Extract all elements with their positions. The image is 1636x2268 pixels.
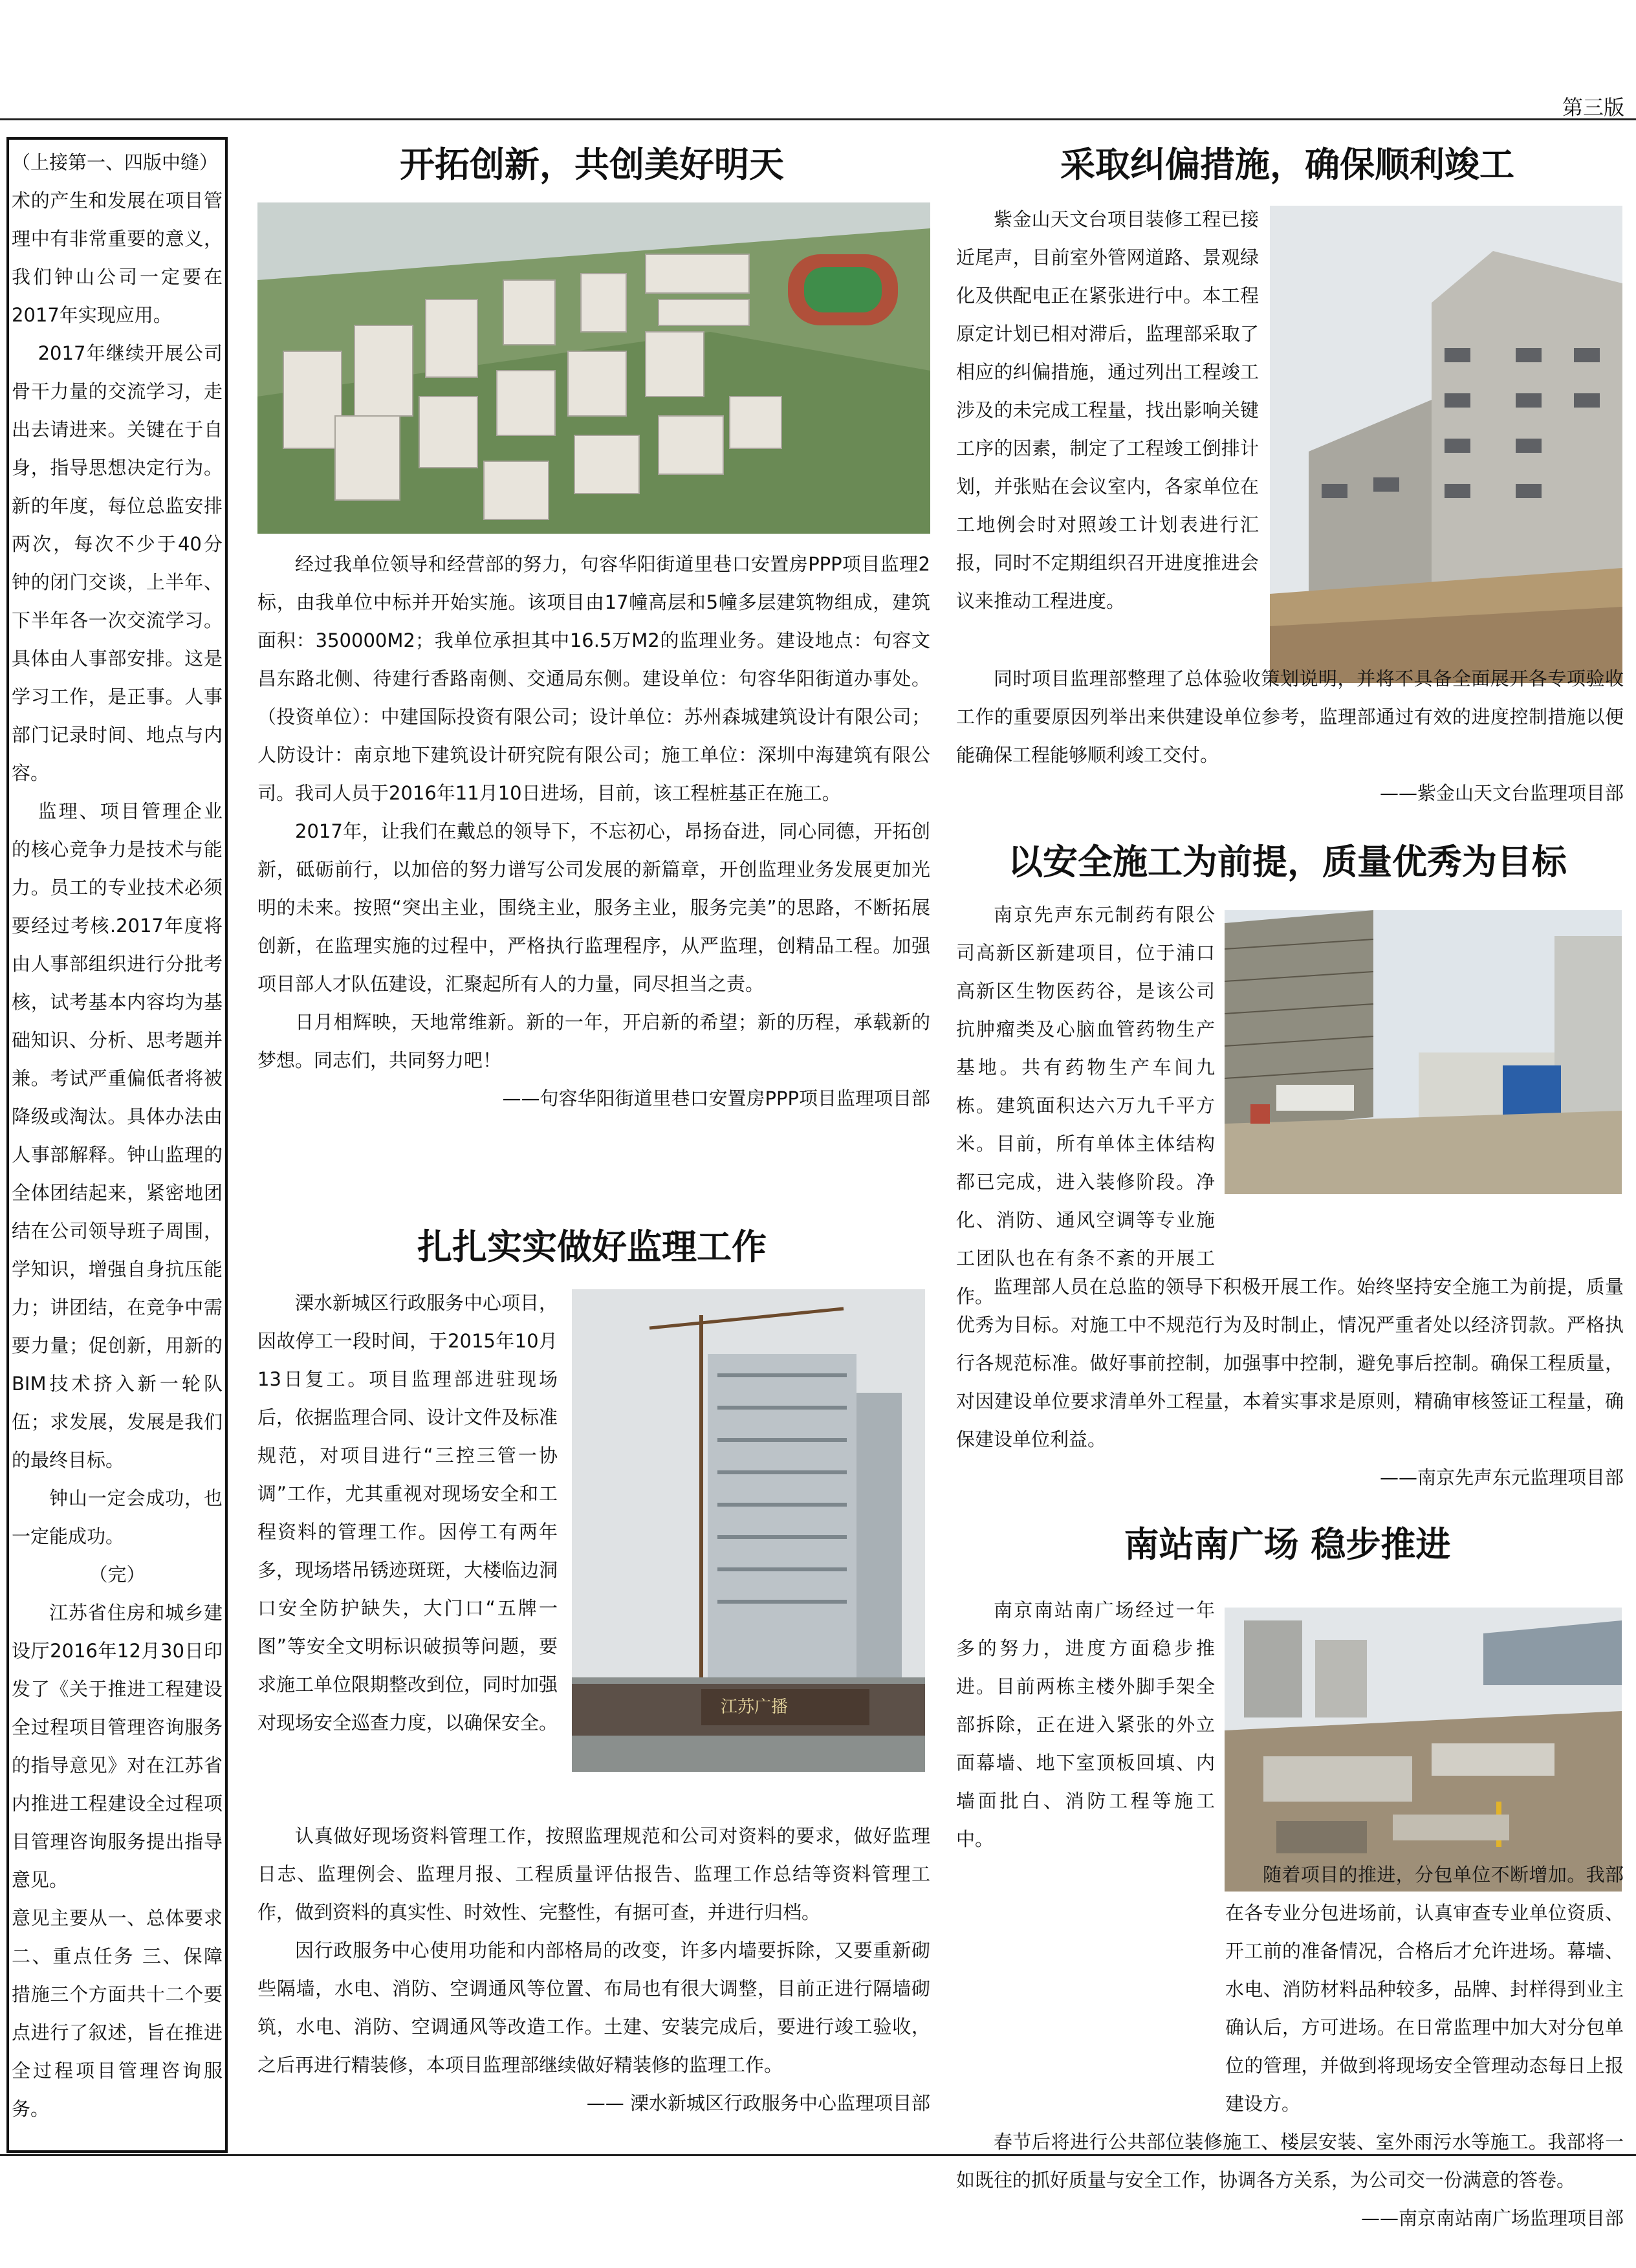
article5-body-wrap bbox=[956, 1591, 1215, 1859]
article3-signature: ——紫金山天文台监理项目部 bbox=[1379, 782, 1624, 804]
article4-signature: ——南京先声东元监理项目部 bbox=[1379, 1467, 1624, 1488]
gate-sign-text: 江苏广播 bbox=[721, 1697, 789, 1717]
article4-photo bbox=[1225, 910, 1622, 1194]
article4-paragraph: 监理部人员在总监的领导下积极开展工作。始终坚持安全施工为前提，质量优秀为目标。对施工中不规范行为及时制止，情况严重者处以经济罚款。严格执行各规范标准。做好事前控制，加强事中控制，避免事后控制。确保工程质量，对因建设单位要求清单外工程量，本着实事求是原则，精确审核签证工程量，确保建设单位利益。 bbox=[956, 1276, 1624, 1450]
pharma-factory-site-image bbox=[1225, 910, 1622, 1194]
article4-title: 以安全施工为前提，质量优秀为目标 bbox=[1008, 841, 1567, 882]
top-rule bbox=[0, 118, 1636, 120]
article2-photo bbox=[572, 1289, 925, 1772]
article5-body bbox=[956, 1856, 1624, 2238]
article1-body bbox=[257, 545, 930, 1118]
south-station-square-image bbox=[1225, 1608, 1622, 1892]
sidebar-text bbox=[12, 144, 223, 2128]
sidebar-box bbox=[6, 137, 228, 2153]
article2-paragraph: 因行政服务中心使用功能和内部格局的改变，许多内墙要拆除，又要重新砌些隔墙，水电、消防、空调通风等位置、布局也有很大调整，目前正进行隔墙砌筑，水电、消防、空调通风等改造工作。土建、安装完成后，要进行竣工验收，之后再进行精装修，本项目监理部继续做好精装修的监理工作。 bbox=[257, 1939, 930, 2076]
article3-paragraph: 同时项目监理部整理了总体验收策划说明，并将不具备全面展开各专项验收工作的重要原因列举出来供建设单位参考，监理部通过有效的进度控制措施以便能确保工程能够顺利竣工交付。 bbox=[956, 668, 1624, 766]
article2-paragraph: 认真做好现场资料管理工作，按照监理规范和公司对资料的要求，做好监理日志、监理例会、监理月报、工程质量评估报告、监理工作总结等资料管理工作，做到资料的真实性、时效性、完整性，有据可查，并进行归档。 bbox=[257, 1825, 930, 1923]
article4-body bbox=[956, 1241, 1624, 1497]
article5-paragraph: 南京南站南广场经过一年多的努力，进度方面稳步推进。目前两栋主楼外脚手架全部拆除，正在进入紧张的外立面幕墙、地下室顶板回填、内墙面批白、消防工程等施工中。 bbox=[956, 1599, 1215, 1850]
sidebar-paragraph: 术的产生和发展在项目管理中有非常重要的意义，我们钟山公司一定要在2017年实现应用。 bbox=[12, 190, 223, 326]
article1-photo bbox=[257, 202, 930, 534]
article3-body-wrap bbox=[956, 201, 1259, 620]
article5-photo bbox=[1225, 1608, 1622, 1892]
sidebar-continuation: （上接第一、四版中缝） bbox=[12, 151, 219, 173]
article5-paragraph: 春节后将进行公共部位装修施工、楼层安装、室外雨污水等施工。我部将一如既往的抓好质量与安全工作，协调各方关系，为公司交一份满意的答卷。 bbox=[956, 2131, 1624, 2191]
sidebar-paragraph: 监理、项目管理企业的核心竞争力是技术与能力。员工的专业技术必须要经过考核.2017年度将由人事部组织进行分批考核，试考基本内容均为基础知识、分析、思考题并兼。考试严重偏低者将被降级或淘汰。具体办法由人事部解释。钟山监理的全体团结起来，紧密地团结在公司领导班子周围，学知识，增强自身抗压能力；讲团结，在竞争中需要力量；促创新，用新的BIM技术挤入新一轮队伍；求发展，发展是我们的最终目标。 bbox=[12, 800, 223, 1471]
article1-paragraph: 日月相辉映，天地常维新。新的一年，开启新的希望；新的历程，承载新的梦想。同志们，共同努力吧！ bbox=[257, 1011, 930, 1071]
article1-paragraph: 经过我单位领导和经营部的努力，句容华阳街道里巷口安置房PPP项目监理2标，由我单位中标并开始实施。该项目由17幢高层和5幢多层建筑物组成，建筑面积：350000M2；我单位承担其中16.5万M2的监理业务。建设地点：句容文昌东路北侧、待建行香路南侧、交通局东侧。建设单位：句容华阳街道办事处。（投资单位）：中建国际投资有限公司；设计单位：苏州森城建筑设计有限公司；人防设计：南京地下建筑设计研究院有限公司；施工单位：深圳中海建筑有限公司。我司人员于2016年11月10日进场，目前，该工程桩基正在施工。 bbox=[257, 553, 930, 804]
article3-body bbox=[956, 659, 1624, 812]
aerial-rendering-image bbox=[257, 202, 930, 534]
article3-photo bbox=[1270, 206, 1622, 683]
article2-signature: —— 溧水新城区行政服务中心监理项目部 bbox=[586, 2092, 930, 2114]
article2-body-wrap bbox=[257, 1284, 558, 1742]
article1-paragraph: 2017年，让我们在戴总的领导下，不忘初心，昂扬奋进，同心同德，开拓创新，砥砺前行，以加倍的努力谱写公司发展的新篇章，开创监理业务发展更加光明的未来。按照“突出主业，围绕主业，服务主业，服务完美”的思路，不断拓展创新，在监理实施的过程中，严格执行监理程序，从严监理，创精品工程。加强项目部人才队伍建设，汇聚起所有人的力量，同尽担当之责。 bbox=[257, 820, 930, 995]
article3-paragraph: 紫金山天文台项目装修工程已接近尾声，目前室外管网道路、景观绿化及供配电正在紧张进行中。本工程原定计划已相对滞后，监理部采取了相应的纠偏措施，通过列出工程竣工涉及的未完成工程量，找出影响关键工序的因素，制定了工程竣工倒排计划，并张贴在会议室内，各家单位在工地例会时对照竣工计划表进行汇报，同时不定期组织召开进度推进会议来推动工程进度。 bbox=[956, 208, 1259, 612]
sidebar-paragraph: 意见主要从一、总体要求 二、重点任务 三、保障措施三个方面共十二个要点进行了叙述，旨在推进全过程项目管理咨询服务。 bbox=[12, 1907, 223, 2120]
sidebar-paragraph: 江苏省住房和城乡建设厅2016年12月30日印发了《关于推进工程建设全过程项目管理咨询服务的指导意见》对在江苏省内推进工程建设全过程项目管理咨询服务提出指导意见。 bbox=[12, 1602, 223, 1891]
article5-title: 南站南广场 稳步推进 bbox=[1124, 1523, 1451, 1565]
article2-body bbox=[257, 1817, 930, 2122]
sidebar-paragraph: 2017年继续开展公司骨干力量的交流学习，走出去请进来。关键在于自身，指导思想决定行为。新的年度，每位总监安排两次，每次不少于40分钟的闭门交谈，上半年、下半年各一次交流学习。具体由人事部安排。这是学习工作，是正事。人事部门记录时间、地点与内容。 bbox=[12, 342, 223, 784]
observatory-building-image bbox=[1270, 206, 1622, 683]
article2-title: 扎扎实实做好监理工作 bbox=[417, 1226, 767, 1267]
article5-paragraph: 随着项目的推进，分包单位不断增加。我部在各专业分包进场前，认真审查专业单位资质、开工前的准备情况，合格后才允许进场。幕墙、水电、消防材料品种较多，品牌、封样得到业主确认后，方可进场。在日常监理中加大对分包单位的管理，并做到将现场安全管理动态每日上报建设方。 bbox=[1225, 1864, 1624, 2115]
article4-paragraph: 南京先声东元制药有限公司高新区新建项目，位于浦口高新区生物医药谷，是该公司抗肿瘤类及心脑血管药物生产基地。共有药物生产车间九栋。建筑面积达六万九千平方米。目前，所有单体主体结构都已完成，进入装修阶段。净化、消防、通风空调等专业施工团队也在有条不紊的开展工作。 bbox=[956, 904, 1215, 1307]
article3-title: 采取纠偏措施，确保顺利竣工 bbox=[1060, 144, 1514, 185]
sidebar-end-mark: （完） bbox=[89, 1564, 146, 1586]
article1-title: 开拓创新，共创美好明天 bbox=[400, 144, 784, 185]
page-number: 第三版 bbox=[1562, 95, 1624, 120]
sidebar-paragraph: 钟山一定会成功，也一定能成功。 bbox=[12, 1487, 223, 1547]
article2-paragraph: 溧水新城区行政服务中心项目，因故停工一段时间，于2015年10月13日复工。项目监理部进驻现场后，依据监理合同、设计文件及标准规范，对项目进行“三控三管一协调”工作，尤其重视对现场安全和工程资料的管理工作。因停工有两年多，现场塔吊锈迹斑斑，大楼临边洞口安全防护缺失，大门口“五牌一图”等安全文明标识破损等问题，要求施工单位限期整改到位，同时加强对现场安全巡查力度，以确保安全。 bbox=[257, 1292, 558, 1734]
article5-signature: ——南京南站南广场监理项目部 bbox=[1360, 2207, 1624, 2229]
article1-signature: ——句容华阳街道里巷口安置房PPP项目监理项目部 bbox=[502, 1087, 930, 1109]
